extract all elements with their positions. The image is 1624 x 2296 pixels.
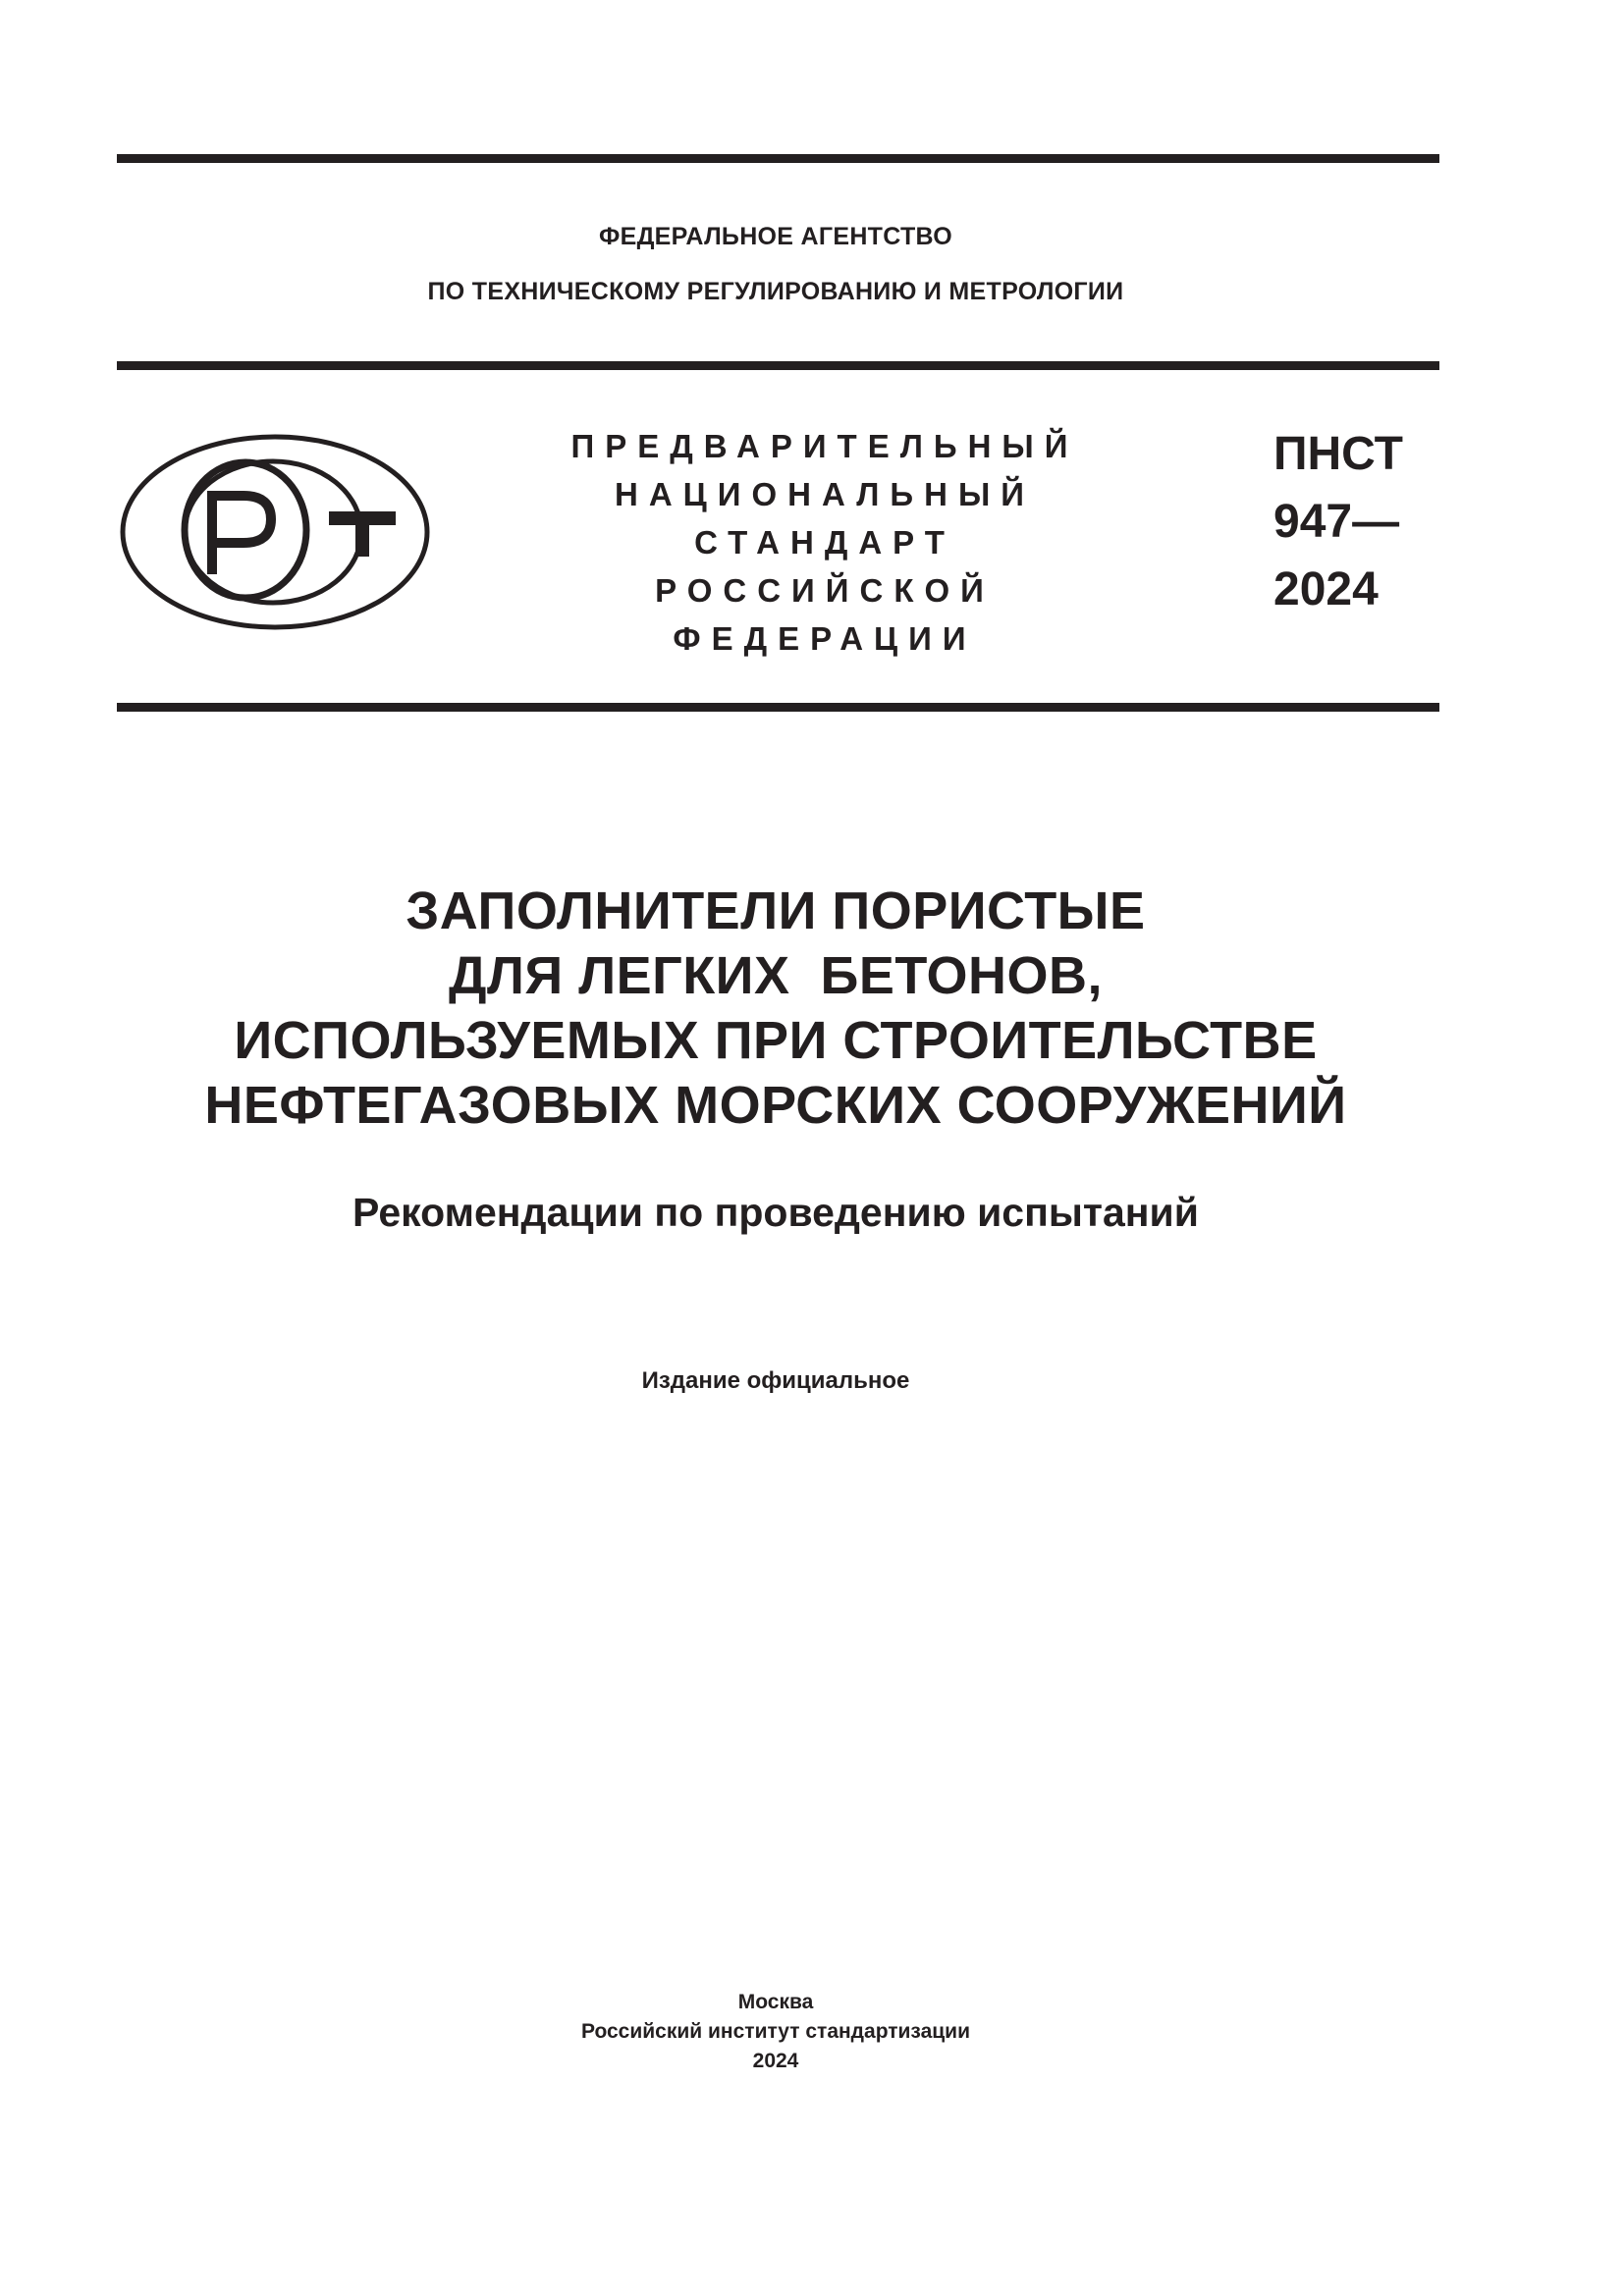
designation-number: 947— xyxy=(1273,496,1400,548)
top-rule xyxy=(117,154,1439,163)
title-line: НЕФТЕГАЗОВЫХ МОРСКИХ СООРУЖЕНИЙ xyxy=(204,1076,1347,1135)
agency-name-line1: ФЕДЕРАЛЬНОЕ АГЕНТСТВО xyxy=(598,223,953,250)
document-subtitle: Рекомендации по проведению испытаний xyxy=(352,1190,1199,1235)
title-line: ИСПОЛЬЗУЕМЫХ ПРИ СТРОИТЕЛЬСТВЕ xyxy=(234,1011,1318,1070)
standard-type-block xyxy=(511,422,1139,663)
title-line: ЗАПОЛНИТЕЛИ ПОРИСТЫЕ xyxy=(406,881,1146,940)
gost-r-logo-svg xyxy=(118,429,432,635)
standard-type-line: СТАНДАРТ xyxy=(694,524,955,561)
standard-type-line: НАЦИОНАЛЬНЫЙ xyxy=(615,476,1035,512)
standard-type-line: ПРЕДВАРИТЕЛЬНЫЙ xyxy=(570,428,1079,464)
publisher-institute: Российский институт стандартизации xyxy=(580,2020,971,2043)
edition-note: Издание официальное xyxy=(641,1367,910,1394)
standard-type-line: РОССИЙСКОЙ xyxy=(655,572,995,609)
header-rule xyxy=(117,361,1439,370)
designation-code: ПНСТ xyxy=(1273,428,1403,480)
masthead-bottom-rule xyxy=(117,703,1439,712)
designation-year: 2024 xyxy=(1273,563,1379,615)
standard-type-line: ФЕДЕРАЦИИ xyxy=(673,620,977,657)
agency-name-line2: ПО ТЕХНИЧЕСКОМУ РЕГУЛИРОВАНИЮ И МЕТРОЛОГИИ xyxy=(427,278,1124,305)
standard-designation xyxy=(1273,420,1403,623)
document-title xyxy=(0,879,1551,1138)
publisher-city: Москва xyxy=(737,1991,814,2013)
title-line: ДЛЯ ЛЕГКИХ БЕТОНОВ, xyxy=(449,946,1103,1005)
publisher-year: 2024 xyxy=(752,2050,799,2072)
publisher-block xyxy=(0,1988,1551,2076)
gost-r-mark-icon xyxy=(118,429,432,635)
